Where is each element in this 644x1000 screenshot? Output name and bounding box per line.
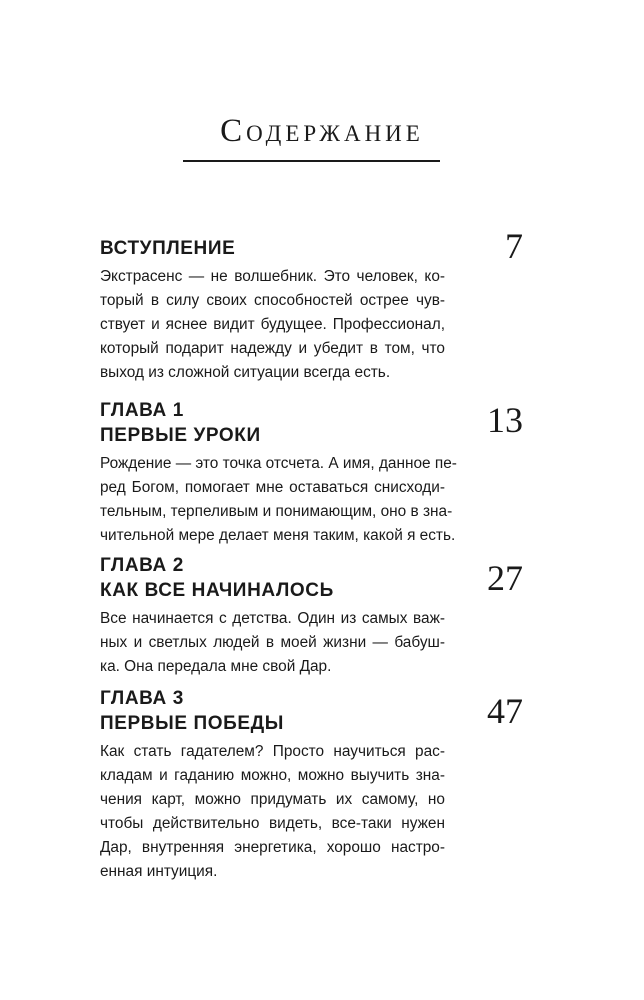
page-number[interactable]: 7 bbox=[505, 226, 523, 266]
entry-title-line: ВСТУПЛЕНИЕ bbox=[100, 238, 236, 259]
description-line: Как стать гадателем? Просто научиться рас- bbox=[100, 743, 445, 760]
description-line: торый в силу своих способностей острее чув- bbox=[100, 292, 445, 309]
entry-title-line: ГЛАВА 2 bbox=[100, 555, 184, 576]
description-line: Рождение — это точка отсчета. А имя, данное пе- bbox=[100, 455, 457, 472]
page-number[interactable]: 27 bbox=[487, 558, 523, 598]
description-line: ствует и яснее видит будущее. Профессионал, bbox=[100, 316, 445, 333]
entry-title bbox=[100, 553, 540, 603]
description-line: кладам и гаданию можно, можно выучить зна- bbox=[100, 767, 445, 784]
toc-entry-intro[interactable] bbox=[100, 236, 540, 385]
description-line: чительной мере делает меня таким, какой я есть. bbox=[100, 527, 456, 544]
entry-title-line: ГЛАВА 1 bbox=[100, 400, 184, 421]
description-line: ка. Она передала мне свой Дар. bbox=[100, 658, 332, 675]
description-line: выход из сложной ситуации всегда есть. bbox=[100, 364, 391, 381]
entry-description bbox=[100, 740, 445, 884]
description-line: ред Богом, помогает мне оставаться снисходи- bbox=[100, 479, 445, 496]
description-line: ных и светлых людей в моей жизни — бабуш- bbox=[100, 634, 445, 651]
entry-description bbox=[100, 607, 445, 679]
entry-title-line: ПЕРВЫЕ ПОБЕДЫ bbox=[100, 713, 284, 734]
description-line: чения карт, можно придумать их самому, но bbox=[100, 791, 445, 808]
entry-title bbox=[100, 686, 540, 736]
description-line: который подарит надежду и убедит в том, что bbox=[100, 340, 445, 357]
description-line: Все начинается с детства. Один из самых важ- bbox=[100, 610, 445, 627]
entry-title-line: ПЕРВЫЕ УРОКИ bbox=[100, 425, 261, 446]
description-line: чтобы действительно видеть, все-таки нужен bbox=[100, 815, 445, 832]
entry-title-line: ГЛАВА 3 bbox=[100, 688, 184, 709]
entry-title-line: КАК ВСЕ НАЧИНАЛОСЬ bbox=[100, 580, 334, 601]
description-line: Экстрасенс — не волшебник. Это человек, ко- bbox=[100, 268, 445, 285]
entry-description bbox=[100, 452, 457, 548]
description-line: енная интуиция. bbox=[100, 863, 218, 880]
entry-title bbox=[100, 236, 540, 261]
page-number[interactable]: 13 bbox=[487, 400, 523, 440]
description-line: тельным, терпеливым и понимающим, оно в зна- bbox=[100, 503, 453, 520]
page-heading: Содержание bbox=[220, 113, 424, 149]
heading-underline bbox=[183, 160, 440, 162]
entry-description bbox=[100, 265, 445, 385]
description-line: Дар, внутренняя энергетика, хорошо настро- bbox=[100, 839, 445, 856]
toc-entry-chapter-3[interactable] bbox=[100, 686, 540, 884]
toc-entry-chapter-2[interactable] bbox=[100, 553, 540, 679]
entry-title bbox=[100, 398, 540, 448]
toc-entry-chapter-1[interactable] bbox=[100, 398, 540, 548]
page-number[interactable]: 47 bbox=[487, 691, 523, 731]
